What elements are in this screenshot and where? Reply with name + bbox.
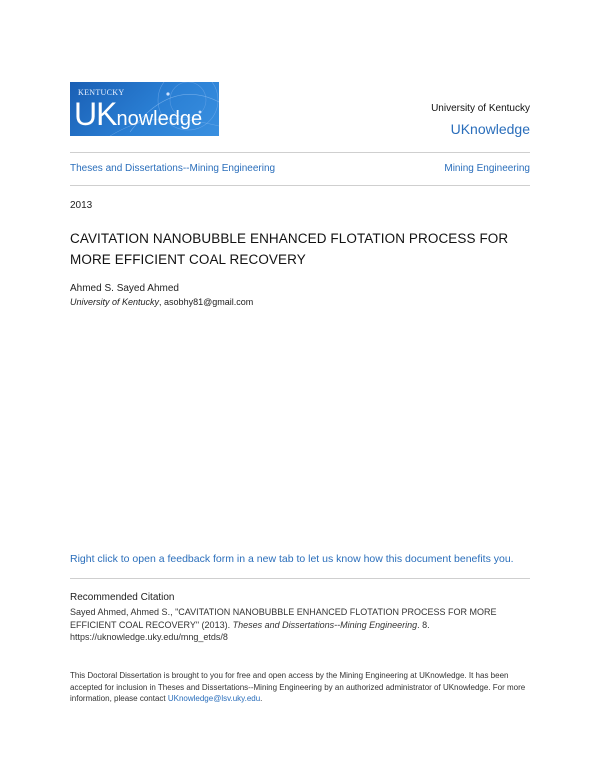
affiliation-institution: University of Kentucky: [70, 297, 160, 307]
notice-text: This Doctoral Dissertation is brought to you for free and open access by the Mining Engineering at UKnowledge. It has been accepted for inclusion in Theses and Dissertations--Mining Engineering by an authorized administrator of UKnowledge. For more information, please contact: [70, 671, 526, 703]
notice-end: .: [260, 694, 263, 703]
citation-heading: Recommended Citation: [70, 592, 175, 603]
uknowledge-logo[interactable]: [70, 82, 219, 136]
author-affiliation: [70, 297, 253, 307]
citation-part2: . 8.: [417, 619, 430, 630]
citation-part1: Sayed Ahmed, Ahmed S., "CAVITATION NANOBUBBLE ENHANCED FLOTATION PROCESS FOR MORE EFFICIENT COAL RECOVERY" (2013).: [70, 607, 497, 630]
logo-wordmark: [74, 96, 202, 133]
institution-name: University of Kentucky: [431, 103, 530, 114]
department-link[interactable]: Mining Engineering: [444, 163, 530, 174]
document-title: CAVITATION NANOBUBBLE ENHANCED FLOTATION PROCESS FOR MORE EFFICIENT COAL RECOVERY: [70, 231, 509, 267]
author-name: Ahmed S. Sayed Ahmed: [70, 283, 179, 294]
feedback-link[interactable]: Right click to open a feedback form in a new tab to let us know how this document benefits you.: [70, 553, 514, 565]
repository-link[interactable]: UKnowledge: [450, 121, 530, 137]
logo-kentucky-text: KENTUCKY: [78, 88, 125, 97]
divider-top: [70, 152, 530, 153]
collection-link[interactable]: Theses and Dissertations--Mining Engineering: [70, 163, 276, 174]
access-notice: [70, 670, 540, 705]
contact-email-link[interactable]: UKnowledge@lsv.uky.edu: [167, 694, 261, 703]
divider-breadcrumb: [70, 185, 530, 186]
logo-knowledge-text: nowledge: [116, 108, 203, 130]
citation-text: [70, 606, 540, 644]
logo-uk-text: UK: [74, 96, 117, 132]
citation-series: Theses and Dissertations--Mining Engineering: [232, 619, 418, 630]
publication-year: 2013: [70, 200, 93, 211]
citation-url[interactable]: https://uknowledge.uky.edu/mng_etds/8: [70, 632, 228, 642]
author-email: , asobhy81@gmail.com: [159, 297, 254, 307]
divider-feedback: [70, 578, 530, 579]
